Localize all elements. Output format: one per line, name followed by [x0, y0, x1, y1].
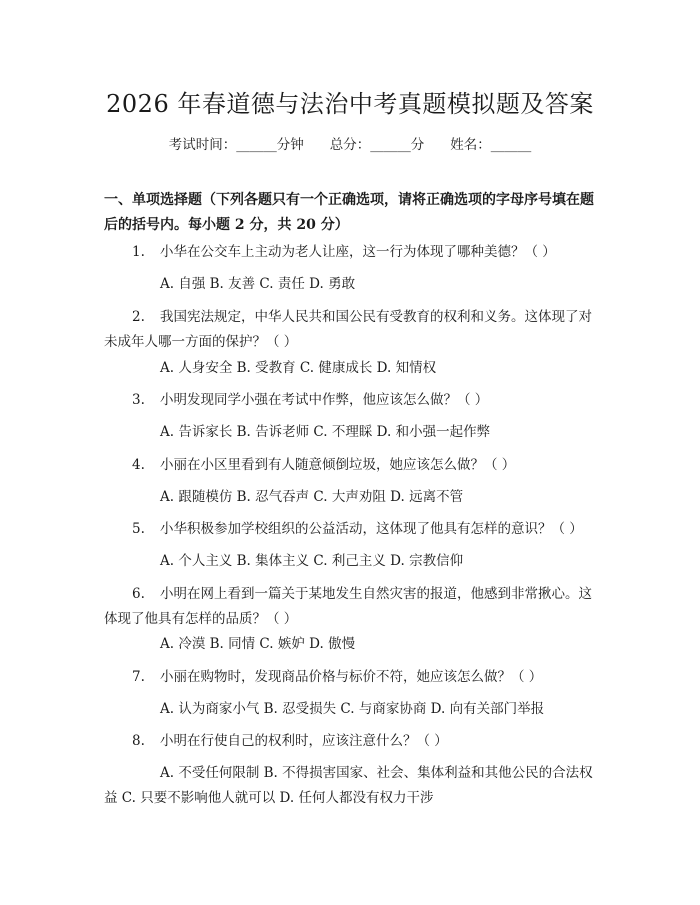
section-heading: 一、单项选择题（下列各题只有一个正确选项，请将正确选项的字母序号填在题后的括号内。每小题 2 分，共 20 分）: [104, 192, 594, 233]
options-text: A. 跟随模仿 B. 忍气吞声 C. 大声劝阻 D. 远离不管: [160, 489, 464, 505]
question-2: [104, 305, 599, 355]
options-text: A. 个人主义 B. 集体主义 C. 利己主义 D. 宗教信仰: [160, 553, 464, 569]
question-stem: 小华在公交车上主动为老人让座，这一行为体现了哪种美德？（ ）: [160, 244, 556, 260]
question-6-options: [104, 632, 599, 657]
question-4: [104, 453, 599, 478]
question-3: [104, 388, 599, 413]
options-text: A. 不受任何限制 B. 不得损害国家、社会、集体利益和其他公民的合法权益 C. 只要不影响他人就可以 D. 任何人都没有权力干涉: [104, 765, 593, 806]
student-name-label: 姓名：______: [450, 137, 532, 153]
question-number: 7.: [132, 669, 145, 685]
exam-meta: [0, 133, 700, 153]
question-number: 6.: [132, 586, 145, 602]
total-score-label: 总分：______分: [329, 137, 425, 153]
question-5: [104, 517, 599, 542]
question-number: 5.: [132, 521, 145, 537]
question-number: 3.: [132, 392, 145, 408]
options-text: A. 自强 B. 友善 C. 责任 D. 勇敢: [160, 276, 356, 292]
options-text: A. 冷漠 B. 同情 C. 嫉妒 D. 傲慢: [160, 636, 356, 652]
exam-time-label: 考试时间：______分钟: [168, 137, 304, 153]
question-8-options: [104, 761, 599, 811]
question-2-options: [104, 356, 599, 381]
question-stem: 小华积极参加学校组织的公益活动，这体现了他具有怎样的意识？（ ）: [160, 521, 583, 537]
question-number: 2.: [132, 309, 145, 325]
question-number: 8.: [132, 733, 145, 749]
question-stem: 小明在行使自己的权利时，应该注意什么？（ ）: [160, 733, 448, 749]
options-text: A. 人身安全 B. 受教育 C. 健康成长 D. 知情权: [160, 360, 437, 376]
question-6: [104, 582, 599, 632]
options-text: A. 认为商家小气 B. 忍受损失 C. 与商家协商 D. 向有关部门举报: [160, 701, 545, 717]
question-3-options: [104, 420, 599, 445]
question-7: [104, 665, 599, 690]
question-stem: 小丽在小区里看到有人随意倾倒垃圾，她应该怎么做？（ ）: [160, 457, 516, 473]
document-title: 2026 年春道德与法治中考真题模拟题及答案: [106, 90, 594, 118]
question-stem: 小丽在购物时，发现商品价格与标价不符，她应该怎么做？（ ）: [160, 669, 543, 685]
question-stem: 小明发现同学小强在考试中作弊，他应该怎么做？（ ）: [160, 392, 489, 408]
question-number: 4.: [132, 457, 145, 473]
question-stem: 小明在网上看到一篇关于某地发生自然灾害的报道，他感到非常揪心。这体现了他具有怎样的品质？（ ）: [104, 586, 592, 627]
options-text: A. 告诉家长 B. 告诉老师 C. 不理睬 D. 和小强一起作弊: [160, 424, 491, 440]
question-1-options: [104, 272, 599, 297]
question-4-options: [104, 485, 599, 510]
question-stem: 我国宪法规定，中华人民共和国公民有受教育的权利和义务。这体现了对未成年人哪一方面的保护？（ ）: [104, 309, 592, 350]
question-8: [104, 729, 599, 754]
question-7-options: [104, 697, 599, 722]
question-number: 1.: [132, 244, 145, 260]
question-5-options: [104, 549, 599, 574]
question-1: [104, 240, 599, 265]
